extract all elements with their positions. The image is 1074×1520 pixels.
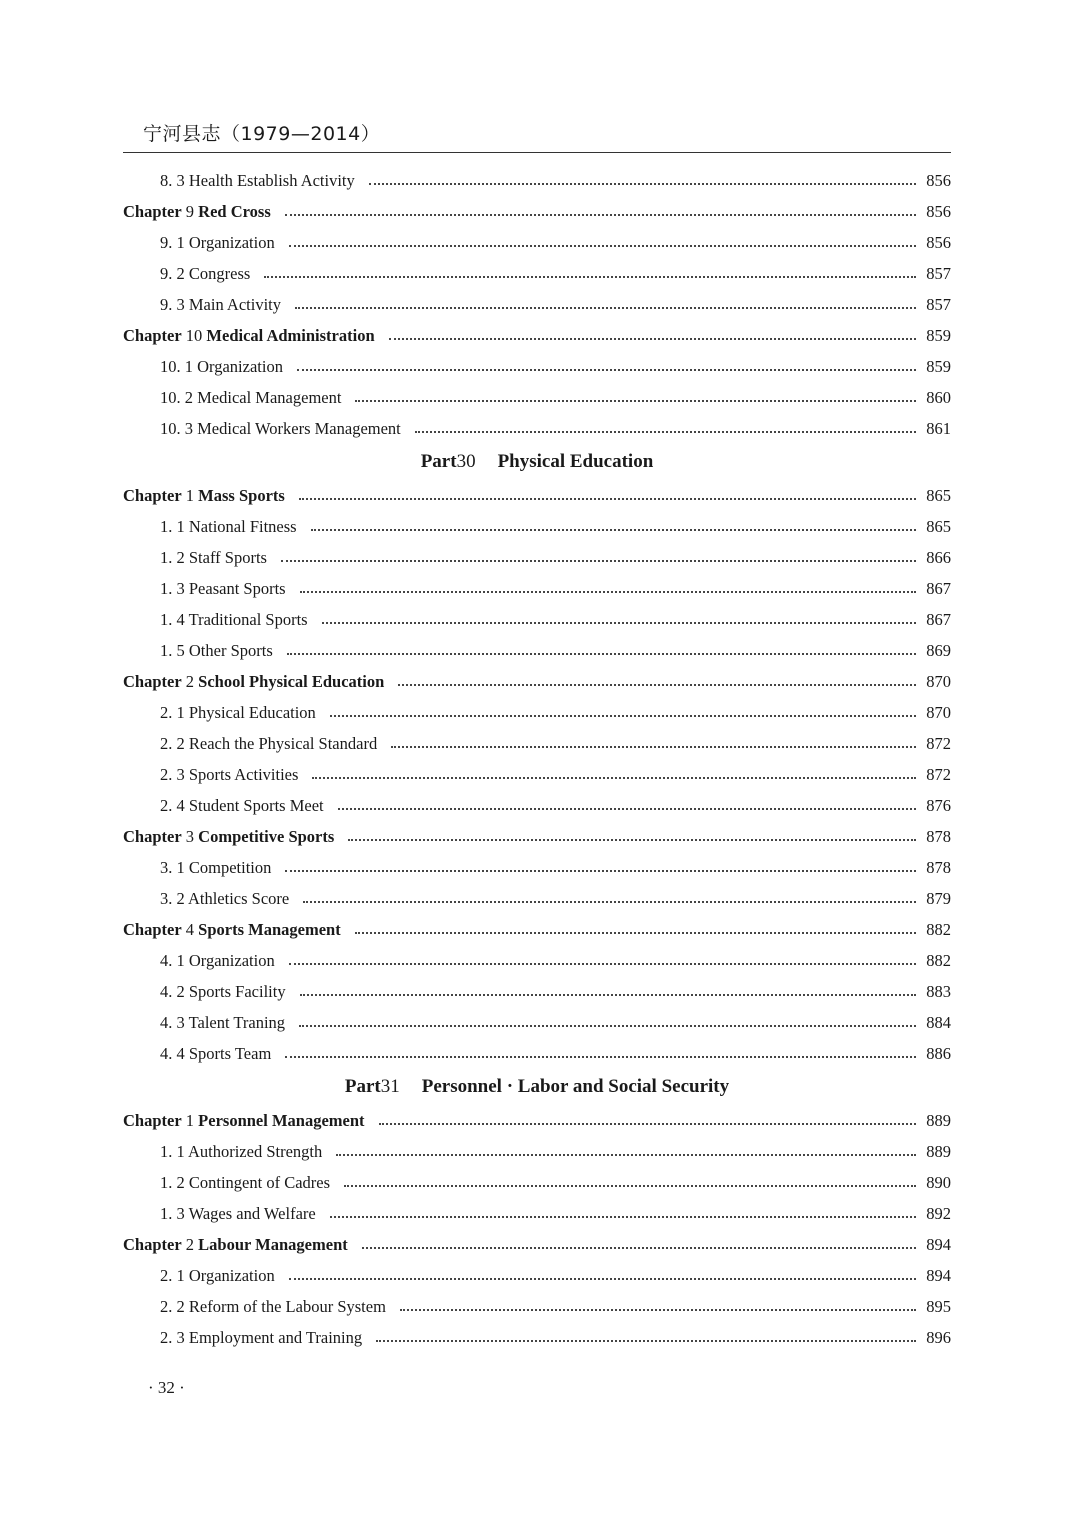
toc-entry-label bbox=[160, 1328, 376, 1348]
section-number: 2. 3 bbox=[160, 764, 185, 784]
toc-section-row bbox=[123, 1038, 951, 1069]
toc-entry-label bbox=[160, 1013, 299, 1033]
toc-entry-label bbox=[160, 703, 330, 723]
section-title: Peasant Sports bbox=[188, 578, 286, 598]
section-title: Physical Education bbox=[188, 702, 316, 722]
toc-section-row bbox=[123, 945, 951, 976]
section-number: 1. 4 bbox=[160, 609, 185, 629]
toc-entry-label bbox=[160, 1204, 330, 1224]
section-title: Organization bbox=[197, 356, 283, 376]
toc-entry-label bbox=[160, 517, 311, 537]
dot-leader bbox=[311, 529, 917, 531]
part-number: 30 bbox=[456, 451, 476, 472]
running-head: 宁河县志（1979—2014） bbox=[143, 123, 381, 145]
toc-page-number: 857 bbox=[926, 263, 951, 283]
toc-entry-label bbox=[123, 326, 389, 346]
chapter-word: Chapter bbox=[123, 919, 182, 939]
chapter-number: 9 bbox=[185, 201, 195, 221]
dot-leader bbox=[289, 1278, 917, 1280]
section-number: 9. 1 bbox=[160, 232, 185, 252]
toc-entry-label bbox=[123, 827, 348, 847]
toc-page-number: 892 bbox=[926, 1203, 951, 1223]
chapter-title: School Physical Education bbox=[198, 671, 385, 691]
section-number: 1. 2 bbox=[160, 547, 185, 567]
chapter-number: 3 bbox=[185, 826, 195, 846]
section-number: 1. 5 bbox=[160, 640, 185, 660]
toc-section-row bbox=[123, 1260, 951, 1291]
chapter-title: Sports Management bbox=[198, 919, 341, 939]
dot-leader bbox=[355, 400, 916, 402]
toc-page-number: 882 bbox=[926, 919, 951, 939]
section-number: 3. 2 bbox=[160, 888, 185, 908]
toc-entry-label bbox=[160, 982, 300, 1002]
toc-entry-label bbox=[160, 734, 391, 754]
section-number: 2. 3 bbox=[160, 1327, 185, 1347]
toc-page-number: 878 bbox=[926, 857, 951, 877]
toc-entry-label bbox=[160, 579, 300, 599]
section-title: Health Establish Activity bbox=[188, 170, 355, 190]
dot-leader bbox=[285, 870, 916, 872]
section-number: 1. 3 bbox=[160, 1203, 185, 1223]
toc-section-row bbox=[123, 1198, 951, 1229]
toc-section-row bbox=[123, 1291, 951, 1322]
dot-leader bbox=[299, 498, 916, 500]
chapter-number: 1 bbox=[185, 485, 195, 505]
section-number: 2. 2 bbox=[160, 1296, 185, 1316]
toc-section-row bbox=[123, 227, 951, 258]
section-title: Organization bbox=[188, 232, 275, 252]
toc-entry-label bbox=[160, 419, 415, 439]
toc-section-row bbox=[123, 790, 951, 821]
toc-page-number: 886 bbox=[926, 1043, 951, 1063]
toc-entry-label bbox=[123, 1235, 362, 1255]
dot-leader bbox=[369, 183, 916, 185]
toc-entry-label bbox=[160, 1142, 336, 1162]
chapter-number: 4 bbox=[185, 919, 195, 939]
dot-leader bbox=[336, 1154, 916, 1156]
toc-entry-label bbox=[160, 1044, 285, 1064]
section-title: Staff Sports bbox=[188, 547, 267, 567]
toc-page-number: 865 bbox=[926, 516, 951, 536]
chapter-word: Chapter bbox=[123, 671, 182, 691]
toc-section-row bbox=[123, 1322, 951, 1353]
toc-page-number: 856 bbox=[926, 232, 951, 252]
dot-leader bbox=[303, 901, 916, 903]
section-title: Reach the Physical Standard bbox=[188, 733, 378, 753]
toc-entry-label bbox=[160, 858, 285, 878]
toc-page-number: 879 bbox=[926, 888, 951, 908]
toc-chapter-row bbox=[123, 914, 951, 945]
toc-page-number: 894 bbox=[926, 1234, 951, 1254]
dot-leader bbox=[389, 338, 917, 340]
chapter-number: 2 bbox=[185, 1234, 195, 1254]
section-number: 3. 1 bbox=[160, 857, 185, 877]
dot-leader bbox=[300, 994, 917, 996]
section-number: 10. 1 bbox=[160, 356, 193, 376]
toc-entry-label bbox=[160, 951, 289, 971]
toc-page-number: 870 bbox=[926, 671, 951, 691]
toc-page-number: 872 bbox=[926, 733, 951, 753]
section-title: Organization bbox=[188, 950, 275, 970]
dot-leader bbox=[300, 591, 917, 593]
toc-section-row bbox=[123, 697, 951, 728]
toc-section-row bbox=[123, 351, 951, 382]
dot-leader bbox=[348, 839, 916, 841]
dot-leader bbox=[330, 715, 916, 717]
section-number: 1. 2 bbox=[160, 1172, 185, 1192]
dot-leader bbox=[299, 1025, 916, 1027]
chapter-word: Chapter bbox=[123, 485, 182, 505]
section-number: 2. 1 bbox=[160, 702, 185, 722]
toc-section-row bbox=[123, 413, 951, 444]
section-title: Organization bbox=[188, 1265, 275, 1285]
toc-page-number: 860 bbox=[926, 387, 951, 407]
part-title-text: Personnel · Labor and Social Security bbox=[421, 1076, 730, 1097]
toc-entry-label bbox=[123, 202, 285, 222]
toc-entry-label bbox=[160, 388, 355, 408]
chapter-word: Chapter bbox=[123, 826, 182, 846]
toc-page-number: 882 bbox=[926, 950, 951, 970]
toc-page-number: 865 bbox=[926, 485, 951, 505]
toc-page-number: 872 bbox=[926, 764, 951, 784]
dot-leader bbox=[338, 808, 917, 810]
toc-page-number: 859 bbox=[926, 356, 951, 376]
toc-entry-label bbox=[160, 765, 312, 785]
toc-entry-label bbox=[160, 548, 281, 568]
chapter-title: Medical Administration bbox=[206, 325, 375, 345]
toc-page-number: 895 bbox=[926, 1296, 951, 1316]
toc-chapter-row bbox=[123, 1105, 951, 1136]
toc-entry-label bbox=[160, 1266, 289, 1286]
toc-entry-label bbox=[160, 357, 297, 377]
toc-chapter-row bbox=[123, 821, 951, 852]
toc-entry-label bbox=[160, 641, 287, 661]
toc-section-row bbox=[123, 258, 951, 289]
toc-section-row bbox=[123, 883, 951, 914]
dot-leader bbox=[322, 622, 917, 624]
toc-section-row bbox=[123, 635, 951, 666]
section-title: Medical Workers Management bbox=[197, 418, 401, 438]
chapter-word: Chapter bbox=[123, 325, 182, 345]
section-number: 9. 3 bbox=[160, 294, 185, 314]
toc-entry-label bbox=[160, 889, 303, 909]
toc-page-number: 857 bbox=[926, 294, 951, 314]
dot-leader bbox=[281, 560, 916, 562]
toc-page-number: 867 bbox=[926, 578, 951, 598]
toc-section-row bbox=[123, 976, 951, 1007]
toc-chapter-row bbox=[123, 320, 951, 351]
section-number: 2. 4 bbox=[160, 795, 185, 815]
toc-page-number: 890 bbox=[926, 1172, 951, 1192]
section-title: Contingent of Cadres bbox=[188, 1172, 331, 1192]
chapter-word: Chapter bbox=[123, 201, 182, 221]
section-title: Sports Facility bbox=[188, 981, 286, 1001]
toc-entry-label bbox=[123, 486, 299, 506]
section-title: Authorized Strength bbox=[187, 1141, 323, 1161]
toc-section-row bbox=[123, 852, 951, 883]
dot-leader bbox=[285, 1056, 916, 1058]
part-title-text: Physical Education bbox=[497, 451, 654, 472]
toc-entry-label bbox=[160, 1173, 344, 1193]
section-title: National Fitness bbox=[188, 516, 297, 536]
section-title: Athletics Score bbox=[187, 888, 290, 908]
toc-entry-label bbox=[160, 295, 295, 315]
chapter-word: Chapter bbox=[123, 1234, 182, 1254]
section-number: 1. 1 bbox=[160, 516, 185, 536]
section-title: Student Sports Meet bbox=[188, 795, 324, 815]
toc-chapter-row bbox=[123, 480, 951, 511]
toc-entry-label bbox=[160, 1297, 400, 1317]
section-title: Employment and Training bbox=[188, 1327, 363, 1347]
toc-page-number: 859 bbox=[926, 325, 951, 345]
toc-section-row bbox=[123, 759, 951, 790]
dot-leader bbox=[344, 1185, 916, 1187]
chapter-word: Chapter bbox=[123, 1110, 182, 1130]
toc-page-number: 896 bbox=[926, 1327, 951, 1347]
toc-section-row bbox=[123, 511, 951, 542]
section-number: 9. 2 bbox=[160, 263, 185, 283]
section-number: 1. 3 bbox=[160, 578, 185, 598]
section-number: 4. 4 bbox=[160, 1043, 185, 1063]
toc-section-row bbox=[123, 289, 951, 320]
section-title: Reform of the Labour System bbox=[188, 1296, 386, 1316]
section-number: 10. 3 bbox=[160, 418, 193, 438]
chapter-number: 1 bbox=[185, 1110, 195, 1130]
dot-leader bbox=[376, 1340, 916, 1342]
toc-entry-label bbox=[123, 920, 355, 940]
page-number: · 32 · bbox=[148, 1378, 185, 1397]
chapter-title: Competitive Sports bbox=[198, 826, 335, 846]
section-title: Congress bbox=[188, 263, 251, 283]
toc-section-row bbox=[123, 604, 951, 635]
chapter-number: 2 bbox=[185, 671, 195, 691]
toc-page-number: 869 bbox=[926, 640, 951, 660]
section-number: 4. 2 bbox=[160, 981, 185, 1001]
section-number: 4. 3 bbox=[160, 1012, 185, 1032]
chapter-number: 10 bbox=[185, 325, 203, 345]
section-title: Traditional Sports bbox=[188, 609, 308, 629]
toc-section-row bbox=[123, 728, 951, 759]
toc-page-number: 866 bbox=[926, 547, 951, 567]
toc-page-number: 889 bbox=[926, 1110, 951, 1130]
dot-leader bbox=[289, 245, 917, 247]
section-number: 1. 1 bbox=[160, 1141, 185, 1161]
section-title: Medical Management bbox=[197, 387, 342, 407]
section-number: 4. 1 bbox=[160, 950, 185, 970]
dot-leader bbox=[400, 1309, 916, 1311]
chapter-title: Red Cross bbox=[198, 201, 271, 221]
dot-leader bbox=[312, 777, 916, 779]
toc-entry-label bbox=[160, 171, 369, 191]
dot-leader bbox=[330, 1216, 917, 1218]
toc-page-number: 884 bbox=[926, 1012, 951, 1032]
part-word: Part bbox=[344, 1076, 381, 1097]
dot-leader bbox=[362, 1247, 917, 1249]
toc-page-number: 861 bbox=[926, 418, 951, 438]
part-number: 31 bbox=[380, 1076, 400, 1097]
section-title: Sports Activities bbox=[188, 764, 299, 784]
section-number: 2. 2 bbox=[160, 733, 185, 753]
section-title: Wages and Welfare bbox=[188, 1203, 316, 1223]
dot-leader bbox=[297, 369, 916, 371]
toc-page-number: 878 bbox=[926, 826, 951, 846]
toc-chapter-row bbox=[123, 666, 951, 697]
dot-leader bbox=[415, 431, 916, 433]
table-of-contents bbox=[123, 165, 951, 1353]
section-number: 8. 3 bbox=[160, 170, 185, 190]
dot-leader bbox=[379, 1123, 917, 1125]
section-title: Talent Traning bbox=[188, 1012, 286, 1032]
section-title: Main Activity bbox=[188, 294, 281, 314]
toc-page-number: 889 bbox=[926, 1141, 951, 1161]
toc-page-number: 894 bbox=[926, 1265, 951, 1285]
toc-entry-label bbox=[123, 672, 398, 692]
toc-section-row bbox=[123, 1167, 951, 1198]
header-rule bbox=[123, 152, 951, 153]
dot-leader bbox=[289, 963, 917, 965]
toc-page-number: 883 bbox=[926, 981, 951, 1001]
toc-page-number: 856 bbox=[926, 170, 951, 190]
toc-section-row bbox=[123, 1007, 951, 1038]
toc-entry-label bbox=[123, 1111, 379, 1131]
chapter-title: Labour Management bbox=[198, 1234, 348, 1254]
toc-section-row bbox=[123, 573, 951, 604]
dot-leader bbox=[287, 653, 917, 655]
toc-entry-label bbox=[160, 264, 264, 284]
toc-page-number: 876 bbox=[926, 795, 951, 815]
toc-section-row bbox=[123, 382, 951, 413]
toc-page-number: 870 bbox=[926, 702, 951, 722]
toc-section-row bbox=[123, 542, 951, 573]
toc-chapter-row bbox=[123, 196, 951, 227]
toc-section-row bbox=[123, 1136, 951, 1167]
toc-entry-label bbox=[160, 233, 289, 253]
section-title: Competition bbox=[188, 857, 272, 877]
section-number: 10. 2 bbox=[160, 387, 193, 407]
dot-leader bbox=[285, 214, 917, 216]
chapter-title: Mass Sports bbox=[198, 485, 285, 505]
toc-section-row bbox=[123, 165, 951, 196]
dot-leader bbox=[398, 684, 916, 686]
part-heading bbox=[123, 1069, 951, 1105]
toc-chapter-row bbox=[123, 1229, 951, 1260]
chapter-title: Personnel Management bbox=[198, 1110, 365, 1130]
dot-leader bbox=[391, 746, 916, 748]
section-title: Sports Team bbox=[188, 1043, 272, 1063]
toc-page-number: 867 bbox=[926, 609, 951, 629]
section-title: Other Sports bbox=[188, 640, 273, 660]
dot-leader bbox=[264, 276, 916, 278]
toc-entry-label bbox=[160, 796, 338, 816]
toc-entry-label bbox=[160, 610, 322, 630]
dot-leader bbox=[355, 932, 917, 934]
section-number: 2. 1 bbox=[160, 1265, 185, 1285]
dot-leader bbox=[295, 307, 916, 309]
part-word: Part bbox=[420, 451, 457, 472]
toc-page-number: 856 bbox=[926, 201, 951, 221]
part-heading bbox=[123, 444, 951, 480]
